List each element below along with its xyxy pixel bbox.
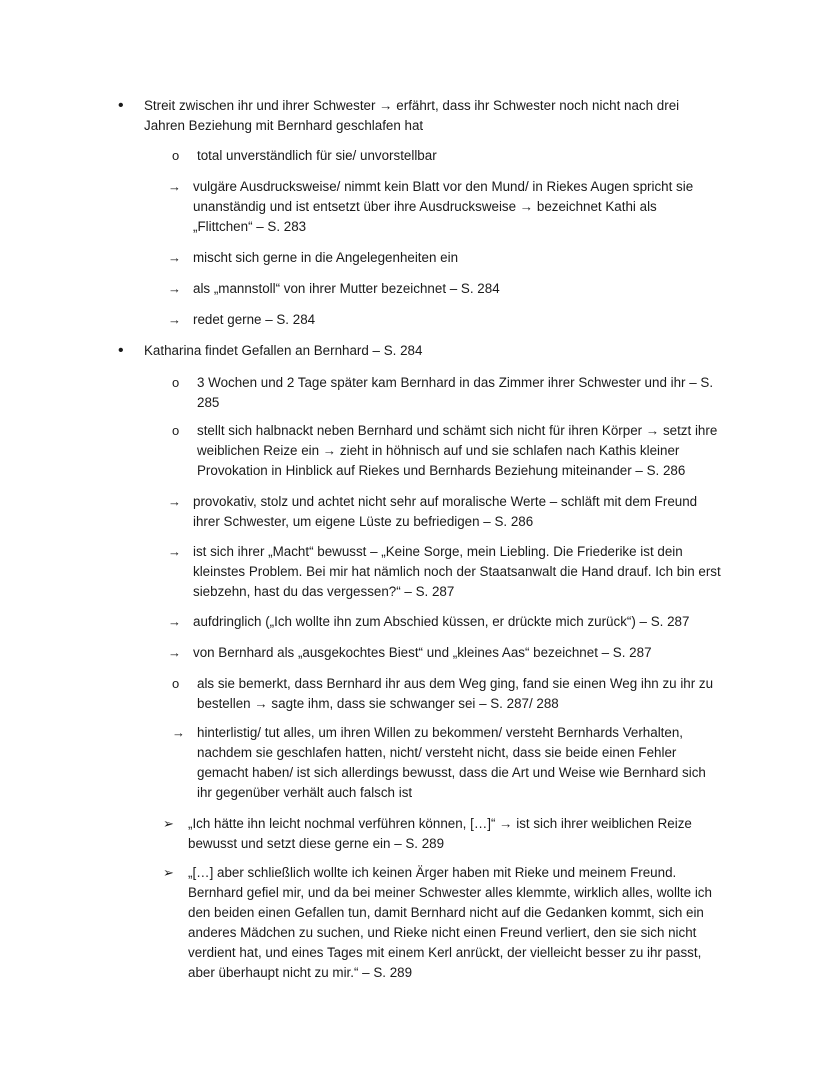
list-item [163, 863, 743, 983]
text-line: vulgäre Ausdrucksweise/ nimmt kein Blatt vor den Mund/ in Riekes Augen spricht sie [193, 179, 694, 194]
text-line: unanständig und ist entsetzt über ihre Ausdrucksweise → bezeichnet Kathi als [193, 199, 657, 214]
list-item [168, 542, 738, 602]
list-item [168, 248, 728, 268]
text-line: den beiden einen Gefallen tun, damit Bernhard nicht auf die Gedanken kommt, sich ein [188, 905, 704, 920]
arrow-right-icon: → [168, 179, 181, 194]
text-line: „Flittchen“ – S. 283 [193, 219, 307, 234]
item-text [144, 341, 718, 361]
text-line: bewusst und setzt diese gerne ein – S. 289 [188, 836, 445, 851]
text-line: stellt sich halbnackt neben Bernhard und schämt sich nicht für ihren Körper → setzt ihre [197, 423, 718, 438]
circle-bullet-icon: o [172, 148, 180, 163]
text-line: als „mannstoll“ von ihrer Mutter bezeichnet – S. 284 [193, 281, 500, 296]
text-line: bestellen → sagte ihm, dass sie schwanger sei – S. 287/ 288 [197, 696, 559, 711]
text-line: redet gerne – S. 284 [193, 312, 316, 327]
item-text [193, 612, 728, 632]
text-line: 3 Wochen und 2 Tage später kam Bernhard in das Zimmer ihrer Schwester und ihr – S. [197, 375, 714, 390]
arrow-right-icon: → [168, 281, 181, 296]
arrow-right-icon: → [172, 725, 185, 740]
item-text [197, 723, 732, 803]
item-text [197, 373, 732, 413]
item-text [193, 643, 728, 663]
text-line: aber überhaupt nicht zu mir.“ – S. 289 [188, 965, 413, 980]
item-text [188, 814, 743, 854]
list-item [168, 643, 728, 663]
arrow-right-icon: → [168, 614, 181, 629]
text-line: mischt sich gerne in die Angelegenheiten ein [193, 250, 459, 265]
text-line: Provokation in Hinblick auf Riekes und Bernhards Beziehung miteinander – S. 286 [197, 463, 686, 478]
item-text [193, 310, 728, 330]
text-line: von Bernhard als „ausgekochtes Biest“ und „kleines Aas“ bezeichnet – S. 287 [193, 645, 652, 660]
text-line: nachdem sie geschlafen hatten, nicht/ versteht nicht, dass sie beide einen Fehler [197, 745, 677, 760]
arrow-right-icon: → [168, 645, 181, 660]
list-item [172, 723, 732, 803]
item-text [197, 674, 732, 714]
arrow-right-icon: → [168, 312, 181, 327]
circle-bullet-icon: o [172, 423, 180, 438]
text-line: verdient hat, und eines Tages mit einem Kerl anrückt, der vielleicht besser zu ihr passt, [188, 945, 702, 960]
text-line: ihrer Schwester, um eigene Lüste zu befriedigen – S. 286 [193, 514, 534, 529]
item-text [197, 146, 732, 166]
text-line: Streit zwischen ihr und ihrer Schwester → erfährt, dass ihr Schwester noch nicht nach drei [144, 98, 680, 113]
item-text [193, 279, 728, 299]
arrow-right-icon: → [168, 494, 181, 509]
list-item [172, 421, 742, 481]
bullet-icon: • [118, 342, 124, 359]
item-text [193, 248, 728, 268]
text-line: weiblichen Reize ein → zieht in höhnisch auf und sie schlafen nach Kathis kleiner [197, 443, 680, 458]
text-line: „[…] aber schließlich wollte ich keinen Ärger haben mit Rieke und meinem Freund. [188, 865, 677, 880]
text-line: 285 [197, 395, 220, 410]
text-line: Katharina findet Gefallen an Bernhard – S. 284 [144, 343, 423, 358]
list-item [168, 612, 728, 632]
circle-bullet-icon: o [172, 676, 180, 691]
item-text [193, 177, 728, 237]
text-line: siebzehn, hast du das vergessen?“ – S. 287 [193, 584, 455, 599]
list-item [168, 279, 728, 299]
text-line: „Ich hätte ihn leicht nochmal verführen können, […]“ → ist sich ihrer weiblichen Reize [188, 816, 692, 831]
item-text [188, 863, 743, 983]
text-line: gemacht haben/ ist sich allerdings bewusst, dass die Art und Weise wie Bernhard sich [197, 765, 706, 780]
text-line: ist sich ihrer „Macht“ bewusst – „Keine Sorge, mein Liebling. Die Friederike ist dein [193, 544, 683, 559]
item-text [197, 421, 742, 481]
item-text [144, 96, 718, 136]
arrowhead-bullet-icon: ➢ [163, 816, 174, 831]
text-line: total unverständlich für sie/ unvorstellbar [197, 148, 437, 163]
list-item [163, 814, 743, 854]
item-text [193, 492, 728, 532]
text-line: anderes Mädchen zu suchen, und Rieke nicht einen Freund verliert, den sie sich nicht [188, 925, 697, 940]
text-line: Jahren Beziehung mit Bernhard geschlafen hat [144, 118, 424, 133]
text-line: als sie bemerkt, dass Bernhard ihr aus dem Weg ging, fand sie einen Weg ihn zu ihr zu [197, 676, 714, 691]
list-item [172, 674, 732, 714]
list-item [168, 310, 728, 330]
bullet-icon: • [118, 97, 124, 114]
circle-bullet-icon: o [172, 375, 180, 390]
arrowhead-bullet-icon: ➢ [163, 865, 174, 880]
text-line: provokativ, stolz und achtet nicht sehr auf moralische Werte – schläft mit dem Freund [193, 494, 698, 509]
text-line: Bernhard gefiel mir, und da bei meiner Schwester alles klemmte, wirklich alles, wollte ich [188, 885, 712, 900]
arrow-right-icon: → [168, 250, 181, 265]
arrow-right-icon: → [168, 544, 181, 559]
list-item [168, 492, 728, 532]
text-line: kleinstes Problem. Bei mir hat nämlich noch der Staatsanwalt die Hand drauf. Ich bin erst [193, 564, 721, 579]
text-line: ihr gegenüber verhält auch falsch ist [197, 785, 413, 800]
text-line: hinterlistig/ tut alles, um ihren Willen zu bekommen/ versteht Bernhards Verhalten, [197, 725, 684, 740]
item-text [193, 542, 738, 602]
list-item [172, 373, 732, 413]
list-item [172, 146, 732, 166]
list-item [168, 177, 728, 237]
list-item [118, 341, 718, 361]
list-item [118, 96, 718, 136]
text-line: aufdringlich („Ich wollte ihn zum Abschied küssen, er drückte mich zurück“) – S. 287 [193, 614, 690, 629]
